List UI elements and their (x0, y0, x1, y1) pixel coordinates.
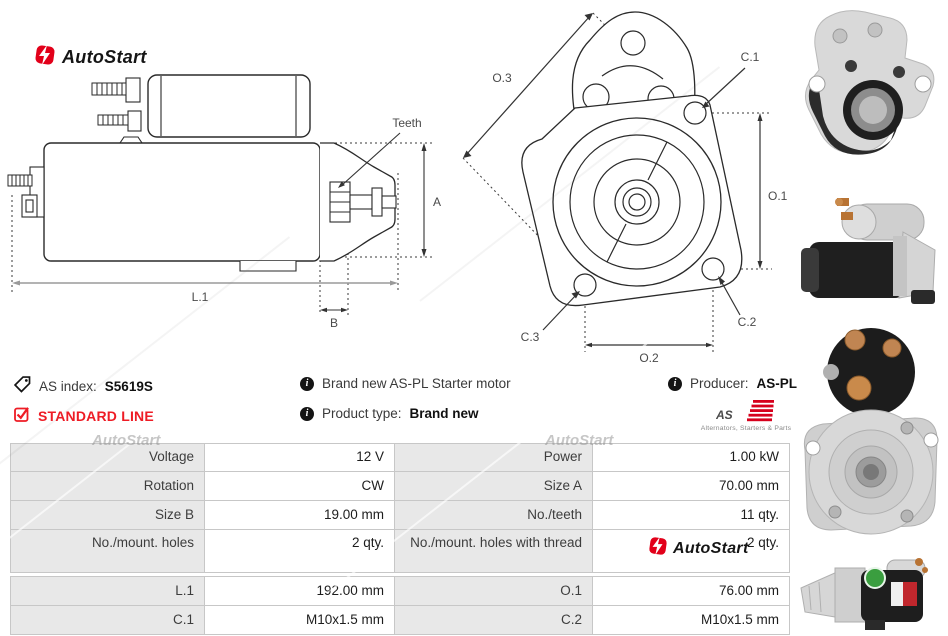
producer-label: Producer: (690, 376, 749, 391)
autostart-bolt-icon (648, 536, 668, 561)
spec-label: No./mount. holes (11, 530, 205, 572)
dim-label-b: B (329, 316, 339, 330)
spec-label: L.1 (11, 577, 205, 605)
side-view-drawing (0, 55, 450, 375)
description-row (300, 376, 511, 391)
producer-value: AS-PL (756, 376, 798, 391)
spec-value: 76.00 mm (593, 577, 789, 605)
table-row (11, 472, 789, 501)
spec-value: CW (205, 472, 395, 500)
spec-label: Size A (395, 472, 593, 500)
product-photo-front-angled (795, 6, 945, 185)
front-view-drawing (450, 0, 795, 375)
spec-label: No./mount. holes with thread (395, 530, 593, 572)
info-icon: i (300, 377, 314, 391)
spec-label: Power (395, 444, 593, 471)
product-type-row (300, 406, 479, 421)
spec-label: No./teeth (395, 501, 593, 529)
autostart-watermark-logo (648, 536, 749, 561)
spec-label: Voltage (11, 444, 205, 471)
spec-table-block-2 (10, 576, 790, 635)
spec-value: 12 V (205, 444, 395, 471)
product-photo-flange (795, 320, 945, 561)
producer-row (668, 376, 797, 391)
spec-value: 70.00 mm (593, 472, 789, 500)
dim-label-c3: C.3 (520, 330, 540, 344)
spec-label: O.1 (395, 577, 593, 605)
spec-value: 1.00 kW (593, 444, 789, 471)
dim-label-c1: C.1 (740, 50, 760, 64)
dim-label-o2: O.2 (639, 351, 659, 365)
autostart-watermark-text: AutoStart (92, 432, 161, 449)
aspl-logo (700, 398, 792, 432)
spec-label: C.1 (11, 606, 205, 634)
autostart-logo-text: AutoStart (62, 47, 147, 67)
spec-value: 2 qty. (205, 530, 395, 572)
aspl-logo-subtext: Alternators, Starters & Parts (700, 425, 792, 432)
spec-value: 192.00 mm (205, 577, 395, 605)
as-index-value: S5619S (104, 378, 153, 394)
aspl-logo-mark (716, 398, 776, 424)
spec-label: C.2 (395, 606, 593, 634)
product-photo-side (795, 188, 945, 321)
aspl-logo-text: AS (716, 408, 733, 422)
spec-value: 2 qty. (593, 530, 789, 572)
info-icon: i (300, 407, 314, 421)
autostart-watermark-logo-text: AutoStart (673, 539, 749, 557)
dim-label-teeth: Teeth (392, 116, 422, 130)
as-index-row (14, 376, 153, 396)
standard-line-row (14, 406, 154, 425)
info-icon: i (668, 377, 682, 391)
spec-value: M10x1.5 mm (593, 606, 789, 634)
spec-value: 11 qty. (593, 501, 789, 529)
product-photo-strip (793, 0, 948, 636)
as-index-label: AS index: (39, 378, 97, 394)
dim-label-a: A (433, 195, 442, 209)
standard-line-badge: STANDARD LINE (38, 407, 154, 424)
dim-label-c2: C.2 (737, 315, 757, 329)
dim-label-o1: O.1 (768, 189, 788, 203)
table-row (11, 501, 789, 530)
table-row (11, 577, 789, 606)
spec-label: Size B (11, 501, 205, 529)
tag-icon (14, 376, 31, 396)
autostart-watermark-text: AutoStart (545, 432, 614, 449)
product-photo-side-2 (795, 556, 945, 636)
spec-value: 19.00 mm (205, 501, 395, 529)
spec-label: Rotation (11, 472, 205, 500)
spec-value: M10x1.5 mm (205, 606, 395, 634)
product-type-label: Product type: (322, 406, 402, 421)
product-type-value: Brand new (409, 406, 479, 421)
dim-label-o3: O.3 (492, 71, 512, 85)
product-description: Brand new AS-PL Starter motor (322, 376, 511, 391)
checkbox-checked-icon (14, 406, 30, 425)
dim-label-l1: L.1 (191, 290, 209, 304)
table-row (11, 606, 789, 634)
